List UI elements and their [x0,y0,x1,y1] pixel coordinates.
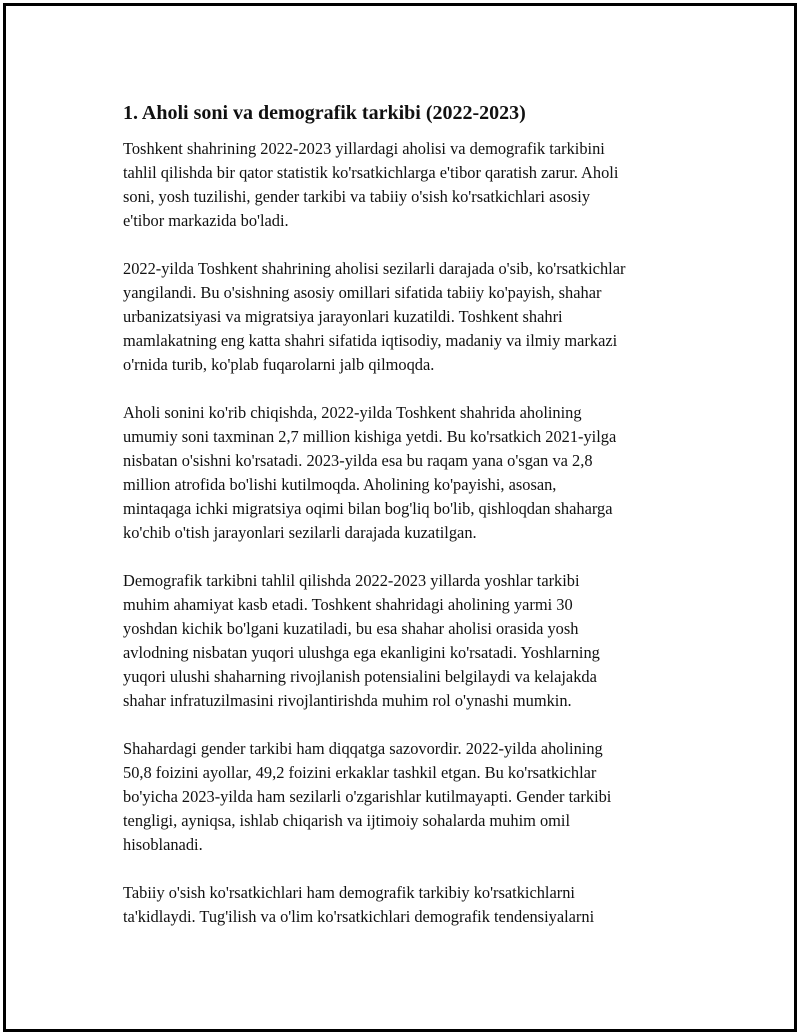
text-line: Toshkent shahrining 2022-2023 yillardagi aholisi va demografik tarkibini [123,139,605,158]
paragraph [123,257,723,377]
paragraph [123,881,723,929]
text-line: tahlil qilishda bir qator statistik ko'rsatkichlarga e'tibor qaratish zarur. Aholi [123,163,619,182]
paragraph [123,569,723,713]
text-line: soni, yosh tuzilishi, gender tarkibi va tabiiy o'sish ko'rsatkichlari asosiy [123,187,591,206]
text-line: mamlakatning eng katta shahri sifatida iqtisodiy, madaniy va ilmiy markazi [123,331,618,350]
text-line: shahar infratuzilmasini rivojlantirishda muhim rol o'ynashi mumkin. [123,691,572,710]
text-line: Tabiiy o'sish ko'rsatkichlari ham demografik tarkibiy ko'rsatkichlarni [123,883,575,902]
text-line: muhim ahamiyat kasb etadi. Toshkent shahridagi aholining yarmi 30 [123,595,573,614]
paragraph [123,401,723,545]
document-body [123,101,723,953]
text-line: ta'kidlaydi. Tug'ilish va o'lim ko'rsatkichlari demografik tendensiyalarni [123,907,595,926]
text-line: Aholi sonini ko'rib chiqishda, 2022-yilda Toshkent shahrida aholining [123,403,582,422]
text-line: ko'chib o'tish jarayonlari sezilarli darajada kuzatilgan. [123,523,477,542]
text-line: o'rnida turib, ko'plab fuqarolarni jalb qilmoqda. [123,355,435,374]
paragraph [123,137,723,233]
text-line: urbanizatsiyasi va migratsiya jarayonlari kuzatildi. Toshkent shahri [123,307,563,326]
text-line: avlodning nisbatan yuqori ulushga ega ekanligini ko'rsatadi. Yoshlarning [123,643,600,662]
text-line: Shahardagi gender tarkibi ham diqqatga sazovordir. 2022-yilda aholining [123,739,603,758]
text-line: tengligi, ayniqsa, ishlab chiqarish va ijtimoiy sohalarda muhim omil [123,811,571,830]
section-heading: 1. Aholi soni va demografik tarkibi (2022-2023) [123,102,526,124]
text-line: 50,8 foizini ayollar, 49,2 foizini erkaklar tashkil etgan. Bu ko'rsatkichlar [123,763,597,782]
text-line: yuqori ulushi shaharning rivojlanish potensialini belgilaydi va kelajakda [123,667,597,686]
paragraph-list [123,137,723,929]
text-line: nisbatan o'sishni ko'rsatadi. 2023-yilda esa bu raqam yana o'sgan va 2,8 [123,451,593,470]
text-line: e'tibor markazida bo'ladi. [123,211,289,230]
text-line: million atrofida bo'lishi kutilmoqda. Aholining ko'payishi, asosan, [123,475,557,494]
text-line: mintaqaga ichki migratsiya oqimi bilan bog'liq bo'lib, qishloqdan shaharga [123,499,613,518]
text-line: 2022-yilda Toshkent shahrining aholisi sezilarli darajada o'sib, ko'rsatkichlar [123,259,626,278]
text-line: bo'yicha 2023-yilda ham sezilarli o'zgarishlar kutilmayapti. Gender tarkibi [123,787,612,806]
page-frame [3,3,797,1032]
paragraph [123,737,723,857]
text-line: yoshdan kichik bo'lgani kuzatiladi, bu esa shahar aholisi orasida yosh [123,619,579,638]
text-line: hisoblanadi. [123,835,203,854]
text-line: yangilandi. Bu o'sishning asosiy omillari sifatida tabiiy ko'payish, shahar [123,283,602,302]
text-line: Demografik tarkibni tahlil qilishda 2022-2023 yillarda yoshlar tarkibi [123,571,580,590]
text-line: umumiy soni taxminan 2,7 million kishiga yetdi. Bu ko'rsatkich 2021-yilga [123,427,617,446]
